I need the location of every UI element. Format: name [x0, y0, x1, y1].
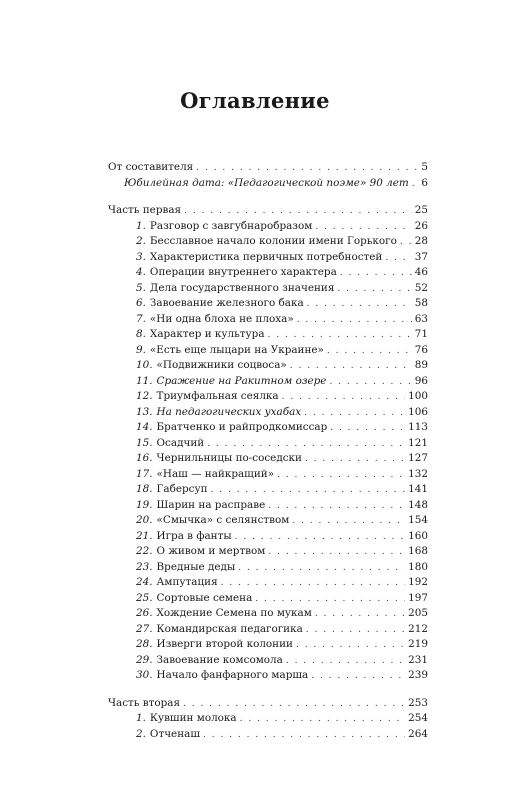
chapter-title: Изверги второй колонии [156, 638, 293, 650]
toc-chapter-entry [108, 405, 428, 421]
chapter-number: 4. [136, 266, 146, 278]
chapter-page-number: 127 [408, 452, 428, 464]
toc-chapter-entry [108, 358, 428, 374]
chapter-number: 16. [136, 452, 153, 464]
toc-chapter-entry [108, 622, 428, 638]
chapter-title: Ампутация [156, 576, 218, 588]
chapter-page-number: 26 [414, 219, 428, 232]
chapter-number: 10. [136, 359, 153, 371]
chapter-title: Вредные деды [156, 560, 236, 573]
chapter-number: 22. [136, 545, 153, 557]
chapter-title: «Смычка» с селянством [156, 514, 290, 526]
chapter-page-number: 46 [414, 266, 428, 278]
toc-chapter-entry [108, 482, 428, 498]
toc-chapter-entry [108, 544, 428, 560]
chapter-page-number: 28 [414, 235, 428, 247]
toc-chapter-entry [108, 591, 428, 607]
chapter-page-number: 100 [408, 390, 428, 402]
table-of-contents [108, 160, 428, 742]
leader-dots [207, 437, 405, 453]
toc-page-number: 5 [421, 161, 428, 173]
chapter-title: Отченаш [149, 727, 200, 740]
chapter-title: Габерсуп [156, 483, 208, 495]
chapter-title: Братченко и райпродкомиссар [156, 421, 328, 433]
chapter-number: 20. [136, 514, 153, 526]
leader-dots [292, 514, 405, 530]
chapter-number: 5. [136, 281, 146, 294]
chapter-page-number: 106 [408, 405, 428, 418]
chapter-number: 26. [136, 607, 153, 619]
chapter-page-number: 180 [408, 560, 428, 573]
chapter-number: 11. [136, 374, 153, 387]
chapter-number: 27. [136, 622, 153, 635]
chapter-title: Кувшин молока [149, 712, 237, 724]
chapter-page-number: 132 [408, 467, 428, 480]
toc-page-number: 25 [414, 204, 428, 216]
leader-dots [315, 220, 411, 236]
toc-entry-front-1 [108, 176, 428, 192]
toc-chapter-entry [108, 250, 428, 266]
part1-chapter-list [108, 219, 428, 684]
toc-chapter-entry [108, 498, 428, 514]
leader-dots [240, 712, 406, 728]
chapter-page-number: 89 [414, 359, 428, 371]
leader-dots [330, 421, 405, 437]
toc-chapter-entry [108, 513, 428, 529]
chapter-page-number: 121 [408, 436, 428, 449]
part-title: Часть первая [108, 204, 182, 216]
toc-chapter-entry [108, 560, 428, 576]
chapter-title: Разговор с завгубнаробразом [149, 219, 313, 232]
chapter-number: 25. [136, 591, 153, 604]
chapter-number: 3. [136, 250, 146, 263]
chapter-number: 30. [136, 669, 153, 681]
leader-dots [290, 359, 412, 375]
leader-dots [282, 390, 406, 406]
chapter-number: 8. [136, 328, 146, 340]
leader-dots [340, 266, 412, 282]
chapter-title: На педагогических ухабах [156, 405, 302, 418]
chapter-page-number: 264 [408, 727, 428, 740]
chapter-title: О живом и мертвом [156, 545, 266, 557]
chapter-page-number: 71 [414, 328, 428, 340]
leader-dots [211, 483, 406, 499]
leader-dots [311, 669, 405, 685]
chapter-title: Завоевание железного бака [149, 297, 304, 309]
toc-entry-title: Юбилейная дата: «Педагогической поэме» 90 лет [124, 176, 409, 189]
chapter-title: Триумфальная сеялка [156, 390, 279, 402]
chapter-number: 29. [136, 653, 153, 666]
leader-dots [304, 406, 405, 422]
chapter-page-number: 58 [414, 297, 428, 309]
chapter-title: Хождение Семена по мукам [156, 607, 312, 619]
toc-chapter-entry [108, 420, 428, 436]
chapter-page-number: 197 [408, 591, 428, 604]
leader-dots [196, 161, 418, 177]
toc-chapter-entry [108, 467, 428, 483]
toc-chapter-entry [108, 389, 428, 405]
toc-chapter-entry [108, 296, 428, 312]
chapter-page-number: 168 [408, 545, 428, 557]
toc-chapter-entry [108, 606, 428, 622]
chapter-title: Командирская педагогика [156, 622, 303, 635]
chapter-title: Начало фанфарного марша [156, 669, 309, 681]
toc-part-heading-2 [108, 696, 428, 712]
leader-dots [268, 328, 412, 344]
chapter-page-number: 63 [414, 312, 428, 325]
toc-entry-front-0 [108, 160, 428, 176]
chapter-page-number: 76 [414, 343, 428, 356]
leader-dots [238, 561, 405, 577]
leader-dots [277, 468, 405, 484]
chapter-page-number: 192 [408, 576, 428, 588]
toc-entry-title: От составителя [108, 161, 194, 173]
chapter-title: Бесславное начало колонии имени Горького [149, 235, 397, 247]
toc-chapter-entry [108, 668, 428, 684]
chapter-number: 28. [136, 638, 153, 650]
chapter-title: Завоевание комсомола [156, 653, 283, 666]
chapter-title: Сражение на Ракитном озере [156, 374, 327, 387]
toc-chapter-entry [108, 637, 428, 653]
chapter-number: 17. [136, 467, 153, 480]
toc-chapter-entry [108, 234, 428, 250]
chapter-page-number: 96 [414, 374, 428, 387]
leader-dots [305, 452, 405, 468]
chapter-number: 9. [136, 343, 146, 356]
chapter-title: Операции внутреннего характера [149, 266, 337, 278]
chapter-number: 14. [136, 421, 153, 433]
chapter-page-number: 254 [408, 712, 428, 724]
chapter-page-number: 37 [414, 250, 428, 263]
toc-chapter-entry [108, 312, 428, 328]
leader-dots [221, 576, 406, 592]
chapter-title: Шарин на расправе [156, 498, 266, 511]
page-title: Оглавление [180, 88, 330, 113]
chapter-title: Чернильницы по-соседски [156, 452, 302, 464]
leader-dots [297, 313, 412, 329]
part-title: Часть вторая [108, 696, 181, 709]
leader-dots [306, 623, 405, 639]
leader-dots [315, 607, 405, 623]
toc-chapter-entry [108, 451, 428, 467]
chapter-number: 2. [136, 727, 146, 740]
chapter-title: Игра в фанты [156, 529, 232, 542]
chapter-page-number: 212 [408, 622, 428, 635]
chapter-title: Характер и культура [149, 328, 265, 340]
chapter-number: 7. [136, 312, 146, 325]
leader-dots [329, 375, 411, 391]
chapter-title: «Есть еще лыцари на Украине» [149, 343, 324, 356]
chapter-title: Сортовые семена [156, 591, 253, 604]
leader-dots [184, 204, 412, 220]
toc-chapter-entry [108, 436, 428, 452]
leader-dots [400, 235, 412, 251]
chapter-page-number: 219 [408, 638, 428, 650]
toc-chapter-entry [108, 265, 428, 281]
toc-chapter-entry [108, 343, 428, 359]
leader-dots [255, 592, 405, 608]
leader-dots [268, 545, 405, 561]
chapter-page-number: 239 [408, 669, 428, 681]
chapter-page-number: 113 [408, 421, 428, 433]
chapter-number: 12. [136, 390, 153, 402]
toc-page-number: 253 [408, 696, 428, 709]
leader-dots [307, 297, 412, 313]
toc-part-heading-1 [108, 203, 428, 219]
leader-dots [203, 728, 405, 744]
leader-dots [235, 530, 406, 546]
chapter-number: 13. [136, 405, 153, 418]
chapter-number: 18. [136, 483, 153, 495]
chapter-number: 1. [136, 712, 146, 724]
leader-dots [286, 654, 405, 670]
toc-chapter-entry [108, 219, 428, 235]
chapter-title: Дела государственного значения [149, 281, 335, 294]
chapter-page-number: 141 [408, 483, 428, 495]
chapter-title: Характеристика первичных потребностей [149, 250, 383, 263]
leader-dots [337, 282, 411, 298]
leader-dots [327, 344, 412, 360]
toc-chapter-entry [108, 653, 428, 669]
chapter-number: 24. [136, 576, 153, 588]
chapter-number: 6. [136, 297, 146, 309]
toc-chapter-entry [108, 575, 428, 591]
toc-chapter-entry [108, 327, 428, 343]
chapter-title: Осадчий [156, 436, 205, 449]
toc-chapter-entry [108, 529, 428, 545]
chapter-number: 21. [136, 529, 153, 542]
toc-chapter-entry [108, 727, 428, 743]
toc-chapter-entry [108, 374, 428, 390]
chapter-number: 23. [136, 560, 153, 573]
chapter-title: «Подвижники соцвоса» [156, 359, 287, 371]
leader-dots [183, 697, 405, 713]
leader-dots [268, 499, 405, 515]
chapter-number: 2. [136, 235, 146, 247]
part2-chapter-list [108, 711, 428, 742]
chapter-number: 15. [136, 436, 153, 449]
leader-dots [412, 177, 419, 193]
chapter-page-number: 148 [408, 498, 428, 511]
chapter-page-number: 160 [408, 529, 428, 542]
leader-dots [296, 638, 405, 654]
chapter-number: 19. [136, 498, 153, 511]
chapter-page-number: 231 [408, 653, 428, 666]
chapter-title: «Ни одна блоха не плоха» [149, 312, 294, 325]
toc-chapter-entry [108, 711, 428, 727]
toc-page-number: 6 [421, 176, 428, 189]
chapter-page-number: 52 [414, 281, 428, 294]
chapter-page-number: 205 [408, 607, 428, 619]
leader-dots [385, 251, 411, 267]
chapter-number: 1. [136, 219, 146, 232]
chapter-title: «Наш — найкращий» [156, 467, 275, 480]
toc-chapter-entry [108, 281, 428, 297]
chapter-page-number: 154 [408, 514, 428, 526]
